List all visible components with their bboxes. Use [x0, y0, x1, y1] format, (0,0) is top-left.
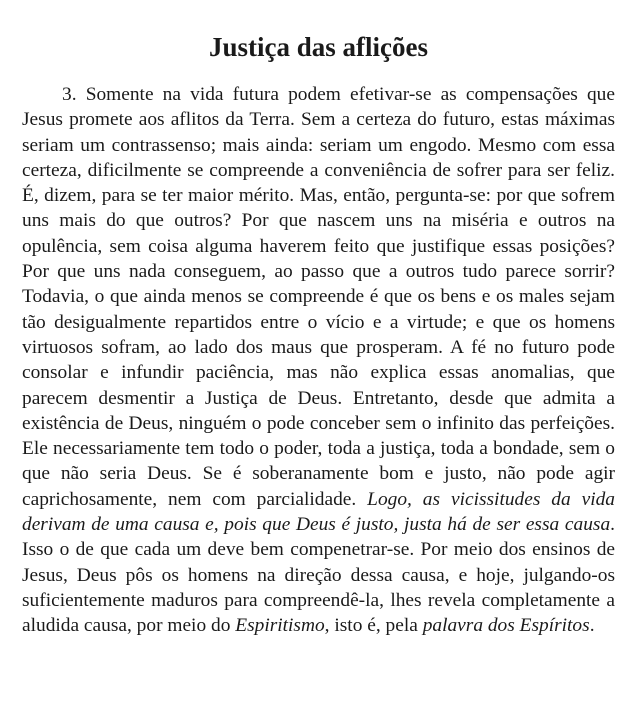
italic-segment: palavra dos Espíritos [422, 615, 590, 637]
italic-segment: Logo, as vicissitudes da vida derivam de uma causa e, pois que Deus é justo, justa há de ser essa causa [22, 488, 615, 536]
italic-segment: Espiritismo [235, 615, 325, 637]
document-page [22, 30, 615, 639]
text-segment: , isto é, pela [324, 615, 423, 637]
text-segment: . Isso o de que cada um deve bem compenetrar-se. Por meio dos ensinos de Jesus, Deus pôs os homens na direção dessa causa, e hoje, julgando-os suficientemente maduros para compreendê-la, lhes revela completamente a aludida causa, por meio do [22, 514, 615, 637]
text-segment: Somente na vida futura podem efetivar-se as compensações que Jesus promete aos aflitos da Terra. Sem a certeza do futuro, estas máximas seriam um contrassenso; mais ainda: seriam um engodo. Mesmo com essa certeza, dificilmente se compreende a conveniência de sofrer para ser feliz. É, dizem, para se ter maior mérito. Mas, então, pergunta-se: por que sofrem uns mais do que outros? Por que nascem uns na miséria e outros na opulência, sem coisa alguma haverem feito que justifique essas posições? Por que uns nada conseguem, ao passo que a outros tudo parece sorrir? Todavia, o que ainda menos se compreende é que os bens e os males sejam tão desigualmente repartidos entre o vício e a virtude; e que os homens virtuosos sofram, ao lado dos maus que prosperam. A fé no futuro pode consolar e infundir paciência, mas não explica essas anomalias, que parecem desmentir a Justiça de Deus. Entretanto, desde que admita a existência de Deus, ninguém o pode conceber sem o infinito das perfeições. Ele necessariamente tem todo o poder, toda a justiça, toda a bondade, sem o que não seria Deus. Se é soberanamente bom e justo, não pode agir caprichosamente, nem com parcialidade. [22, 84, 615, 510]
page-title: Justiça das aflições [209, 32, 428, 62]
text-segment: . [589, 615, 595, 637]
paragraph [22, 82, 615, 639]
paragraph-number: 3. [62, 84, 77, 105]
